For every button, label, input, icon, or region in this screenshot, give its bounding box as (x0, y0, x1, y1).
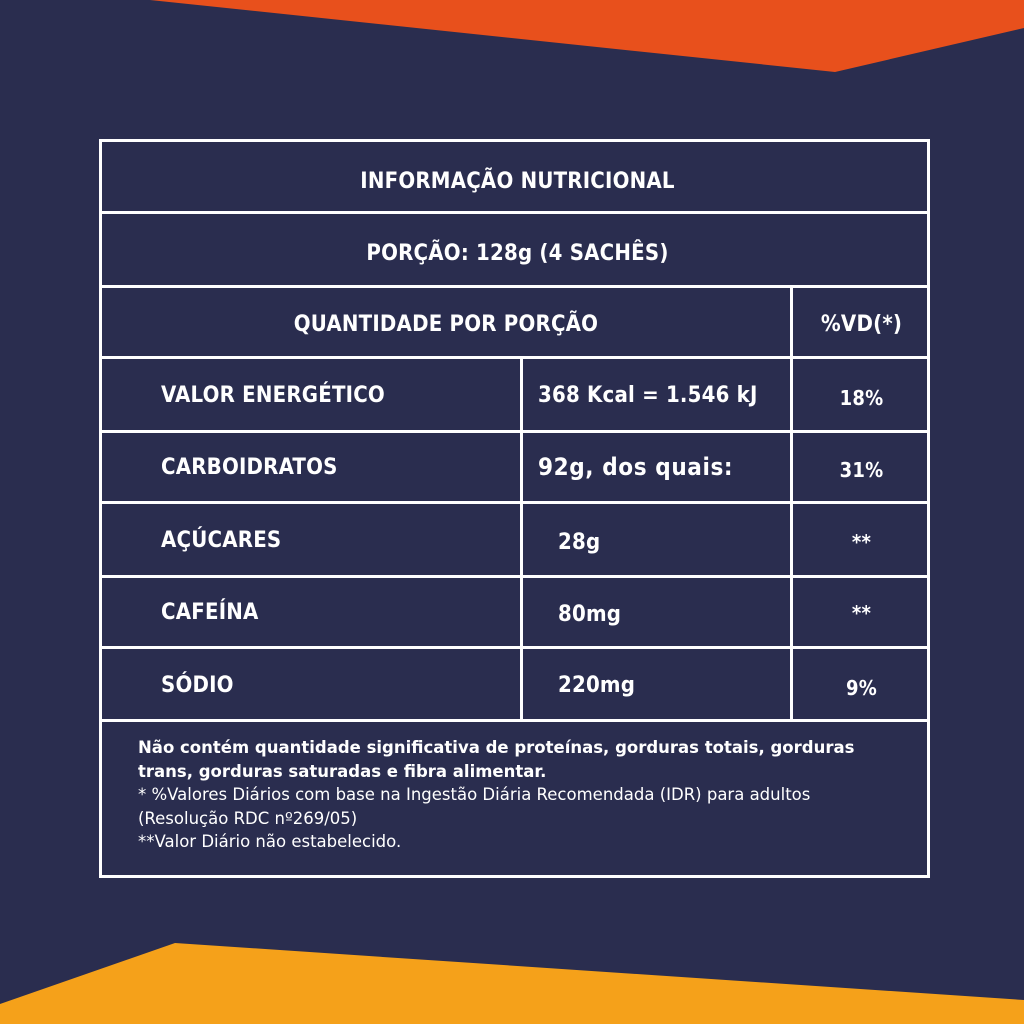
table-divider (102, 646, 927, 649)
nutrition-table (99, 139, 930, 878)
table-divider (102, 575, 927, 578)
table-divider (102, 501, 927, 504)
row-name: AÇÚCARES (161, 528, 282, 553)
row-name: SÓDIO (161, 673, 234, 698)
portion-size: PORÇÃO: 128g (4 SACHÊS) (366, 241, 669, 266)
footnote-not-established: **Valor Diário não estabelecido. (138, 832, 402, 851)
row-amount: 220mg (558, 673, 636, 698)
row-amount: 368 Kcal = 1.546 kJ (538, 383, 758, 408)
table-divider (102, 356, 927, 359)
bottom-yellow-stripe (0, 943, 1024, 1024)
row-dv: 18% (839, 386, 884, 410)
row-amount: 28g (558, 530, 601, 555)
row-amount: 80mg (558, 602, 622, 627)
top-orange-stripe (150, 0, 1024, 72)
column-divider (520, 356, 523, 719)
table-divider (102, 285, 927, 288)
table-title: INFORMAÇÃO NUTRICIONAL (360, 169, 675, 194)
row-dv: 9% (846, 676, 877, 700)
row-name: CARBOIDRATOS (161, 455, 338, 480)
footnote-dv: * %Valores Diários com base na Ingestão Diária Recomendada (IDR) para adultos (Resolução RDC nº269/05) (138, 785, 811, 828)
row-amount: 92g, dos quais: (538, 453, 734, 481)
table-divider (102, 430, 927, 433)
row-dv: 31% (839, 458, 884, 482)
row-dv: ** (851, 601, 872, 625)
table-divider (102, 211, 927, 214)
table-divider (102, 719, 927, 722)
header-quantity: QUANTIDADE POR PORÇÃO (293, 312, 599, 337)
row-dv: ** (851, 530, 872, 554)
row-name: CAFEÍNA (161, 600, 259, 625)
footnotes (138, 736, 898, 854)
row-name: VALOR ENERGÉTICO (161, 383, 385, 408)
column-divider (790, 285, 793, 719)
header-dv: %VD(*) (820, 312, 903, 337)
footnote-main: Não contém quantidade significativa de proteínas, gorduras totais, gorduras trans, gorduras saturadas e fibra alimentar. (138, 738, 855, 781)
